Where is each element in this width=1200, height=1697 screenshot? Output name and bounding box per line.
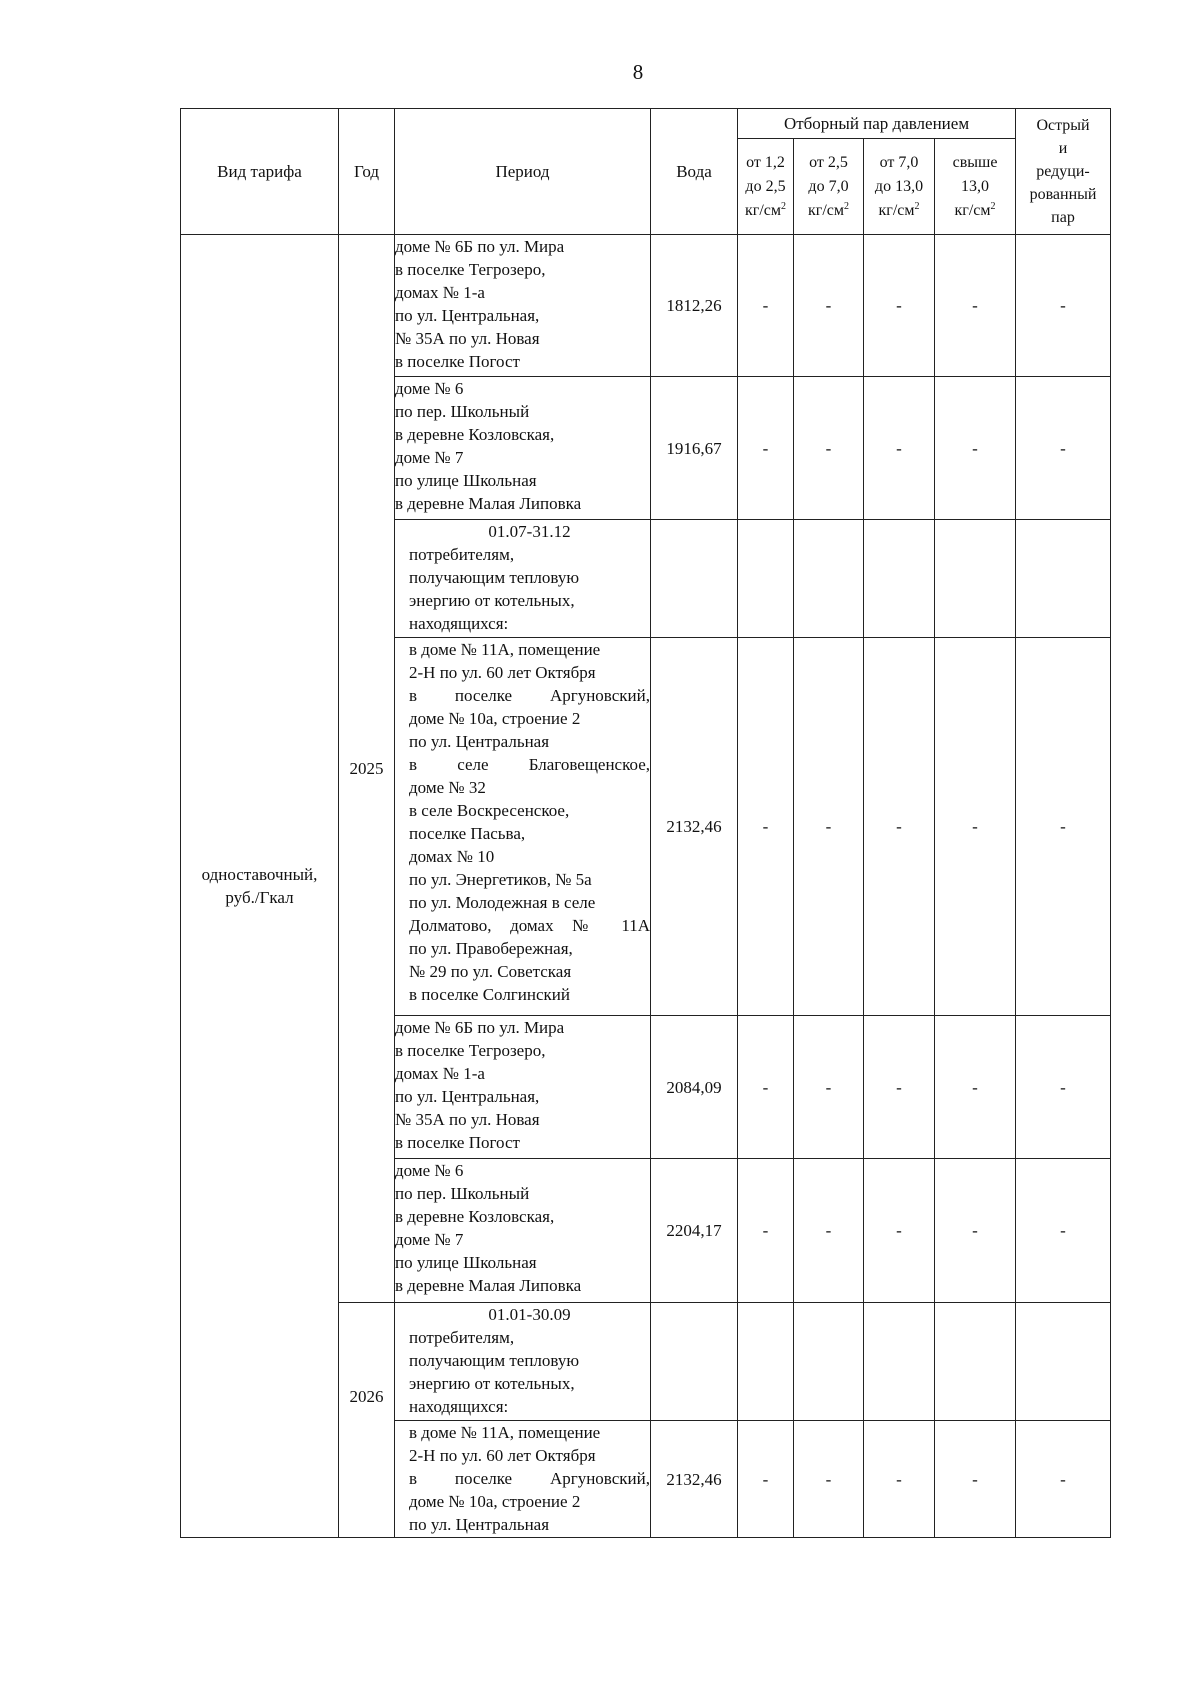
dash-cell: -	[738, 1421, 794, 1538]
dash-cell: -	[935, 377, 1016, 520]
water-value: 2204,17	[651, 1159, 738, 1303]
period-group-cell: 01.07-31.12 потребителям, получающим тепловую энергию от котельных, находящихся:	[395, 520, 651, 638]
period-cell: в доме № 11А, помещение 2-Н по ул. 60 лет Октября в поселке Аргуновский, доме № 10а, строение 2 по ул. Центральная	[395, 1421, 651, 1538]
year-2026: 2026	[339, 1303, 395, 1538]
period-cell: доме № 6 по пер. Школьный в деревне Козловская, доме № 7 по улице Школьная в деревне Малая Липовка	[395, 1159, 651, 1303]
empty-cell	[935, 520, 1016, 638]
dash-cell: -	[738, 377, 794, 520]
dash-cell: -	[794, 235, 864, 377]
dash-cell: -	[738, 235, 794, 377]
dash-cell: -	[794, 638, 864, 1016]
dash-cell: -	[1016, 1421, 1111, 1538]
header-period: Период	[395, 109, 651, 235]
header-tariff-type: Вид тарифа	[181, 109, 339, 235]
header-water: Вода	[651, 109, 738, 235]
dash-cell: -	[738, 1159, 794, 1303]
water-value: 1916,67	[651, 377, 738, 520]
dash-cell: -	[794, 1421, 864, 1538]
empty-cell	[1016, 520, 1111, 638]
empty-cell	[794, 1303, 864, 1421]
empty-cell	[738, 1303, 794, 1421]
period-group-cell: 01.01-30.09 потребителям, получающим тепловую энергию от котельных, находящихся:	[395, 1303, 651, 1421]
water-value: 1812,26	[651, 235, 738, 377]
header-pressure-2: от 2,5 до 7,0 $кг/см^2$	[794, 139, 864, 235]
empty-cell	[935, 1303, 1016, 1421]
dash-cell: -	[864, 638, 935, 1016]
dash-cell: -	[864, 1159, 935, 1303]
dash-cell: -	[935, 638, 1016, 1016]
year-2025: 2025	[339, 235, 395, 1303]
dash-cell: -	[935, 1016, 1016, 1159]
period-cell: доме № 6Б по ул. Мира в поселке Тегрозеро, домах № 1-а по ул. Центральная, № 35А по ул. Новая в поселке Погост	[395, 1016, 651, 1159]
water-value: 2132,46	[651, 638, 738, 1016]
empty-cell	[738, 520, 794, 638]
dash-cell: -	[1016, 638, 1111, 1016]
dash-cell: -	[738, 638, 794, 1016]
dash-cell: -	[935, 235, 1016, 377]
dash-cell: -	[864, 377, 935, 520]
empty-cell	[651, 520, 738, 638]
empty-cell	[864, 1303, 935, 1421]
dash-cell: -	[935, 1421, 1016, 1538]
dash-cell: -	[864, 235, 935, 377]
header-sharp-steam: Острый и редуци- рованный пар	[1016, 109, 1111, 235]
empty-cell	[651, 1303, 738, 1421]
header-pressure-1: от 1,2 до 2,5 $кг/см^2$	[738, 139, 794, 235]
period-cell: доме № 6 по пер. Школьный в деревне Козловская, доме № 7 по улице Школьная в деревне Малая Липовка	[395, 377, 651, 520]
page-number: 8	[632, 60, 644, 84]
dash-cell: -	[794, 1159, 864, 1303]
period-cell: в доме № 11А, помещение 2-Н по ул. 60 лет Октября в поселке Аргуновский, доме № 10а, строение 2 по ул. Центральная в селе Благовещенское, доме № 32 в селе Воскресенское, поселке Пасьва, домах № 10 по ул. Энергетиков, № 5а по ул. Молодежная в селе Долматово, домах № 11А по ул. Правобережная, № 29 по ул. Советская в поселке Солгинский	[395, 638, 651, 1016]
header-pressure-3: от 7,0 до 13,0 $кг/см^2$	[864, 139, 935, 235]
dash-cell: -	[1016, 1159, 1111, 1303]
dash-cell: -	[1016, 377, 1111, 520]
dash-cell: -	[738, 1016, 794, 1159]
tariff-table	[180, 108, 1111, 1538]
dash-cell: -	[1016, 235, 1111, 377]
dash-cell: -	[935, 1159, 1016, 1303]
water-value: 2084,09	[651, 1016, 738, 1159]
tariff-type-cell: одноставочный, руб./Гкал	[181, 235, 339, 1538]
empty-cell	[794, 520, 864, 638]
water-value: 2132,46	[651, 1421, 738, 1538]
empty-cell	[1016, 1303, 1111, 1421]
dash-cell: -	[864, 1016, 935, 1159]
period-cell: доме № 6Б по ул. Мира в поселке Тегрозеро, домах № 1-а по ул. Центральная, № 35А по ул. Новая в поселке Погост	[395, 235, 651, 377]
empty-cell	[864, 520, 935, 638]
dash-cell: -	[1016, 1016, 1111, 1159]
header-pressure-4: свыше 13,0 $кг/см^2$	[935, 139, 1016, 235]
header-steam-group: Отборный пар давлением	[738, 109, 1016, 139]
dash-cell: -	[794, 377, 864, 520]
dash-cell: -	[864, 1421, 935, 1538]
dash-cell: -	[794, 1016, 864, 1159]
header-year: Год	[339, 109, 395, 235]
